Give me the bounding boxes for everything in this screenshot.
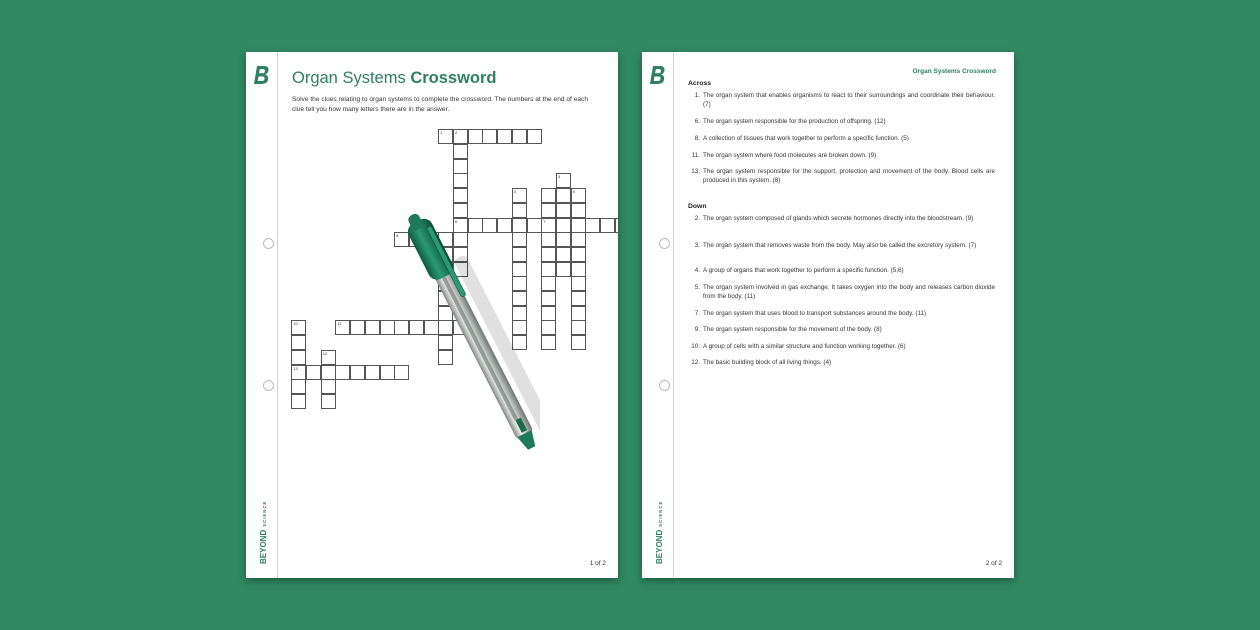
crossword-cell bbox=[556, 232, 571, 247]
clue-number: 10. bbox=[691, 343, 700, 350]
crossword-cell bbox=[497, 129, 512, 144]
crossword-cell bbox=[571, 306, 586, 321]
clue-item bbox=[688, 242, 997, 251]
crossword-cell bbox=[482, 129, 497, 144]
crossword-cell bbox=[453, 129, 468, 144]
clue-number: 9. bbox=[694, 326, 700, 333]
page-header: Organ Systems Crossword bbox=[912, 68, 996, 75]
crossword-cell bbox=[541, 306, 556, 321]
crossword-cell bbox=[571, 232, 586, 247]
clue-text: A group of cells with a similar structure and function working together. (6) bbox=[703, 343, 906, 350]
crossword-cell bbox=[600, 218, 615, 233]
crossword-cell bbox=[571, 203, 586, 218]
punch-hole bbox=[263, 380, 274, 391]
clue-text: The organ system responsible for the production of offspring. (12) bbox=[703, 118, 886, 125]
crossword-cell bbox=[585, 218, 600, 233]
clue-text: The organ system responsible for the support, protection and movement of the body. Blood cells are produced in this system. (8) bbox=[703, 168, 995, 184]
page-number: 1 of 2 bbox=[589, 560, 606, 567]
clue-number: 4 bbox=[513, 189, 517, 195]
punch-hole bbox=[659, 238, 670, 249]
crossword-cell bbox=[541, 276, 556, 291]
clue-text: The basic building block of all living things. (4) bbox=[703, 359, 832, 366]
crossword-cell bbox=[321, 379, 336, 394]
clue-text: The organ system that uses blood to transport substances around the body. (11) bbox=[703, 310, 927, 317]
crossword-cell bbox=[306, 365, 321, 380]
brand-wordmark bbox=[247, 486, 277, 566]
clue-item bbox=[688, 135, 997, 144]
crossword-cell bbox=[527, 129, 542, 144]
clue-number: 11. bbox=[691, 152, 700, 159]
clue-number: 8 bbox=[396, 233, 399, 239]
crossword-cell bbox=[541, 291, 556, 306]
crossword-cell bbox=[321, 365, 336, 380]
crossword-cell bbox=[556, 262, 571, 277]
crossword-cell bbox=[571, 291, 586, 306]
crossword-cell bbox=[365, 365, 380, 380]
crossword-cell bbox=[615, 218, 618, 233]
worksheet-page-2 bbox=[642, 52, 1014, 578]
crossword-cell bbox=[335, 320, 350, 335]
clue-number: 13. bbox=[691, 168, 700, 175]
crossword-cell bbox=[571, 320, 586, 335]
crossword-cell bbox=[321, 394, 336, 409]
punch-hole bbox=[263, 238, 274, 249]
clue-text: The organ system composed of glands which secrete hormones directly into the bloodstream. (9) bbox=[703, 215, 974, 222]
svg-text:BEYONDSCIENCE bbox=[259, 501, 268, 564]
clue-text: A group of organs that work together to perform a specific function. (5,6) bbox=[703, 267, 904, 274]
crossword-cell bbox=[541, 218, 556, 233]
crossword-cell bbox=[541, 232, 556, 247]
clue-item bbox=[688, 267, 997, 276]
clue-item bbox=[688, 168, 997, 186]
clue-number: 1. bbox=[694, 92, 700, 99]
crossword-cell bbox=[335, 365, 350, 380]
clue-text: The organ system where food molecules are broken down. (9) bbox=[703, 152, 877, 159]
clue-number: 2. bbox=[694, 215, 700, 222]
clue-number: 6. bbox=[694, 118, 700, 125]
clue-number: 2 bbox=[455, 130, 458, 136]
clue-text: The organ system that removes waste from the body. May also be called the excretory system. (7) bbox=[703, 242, 977, 249]
crossword-cell bbox=[453, 188, 468, 203]
crossword-cell bbox=[571, 262, 586, 277]
clue-number: 7. bbox=[694, 310, 700, 317]
clue-number: 3. bbox=[694, 242, 700, 249]
clue-item bbox=[688, 118, 997, 127]
clue-number: 5 bbox=[572, 189, 575, 195]
clue-number: 8. bbox=[694, 135, 700, 142]
margin-line bbox=[277, 52, 278, 578]
instructions: Solve the clues relating to organ systems to complete the crossword. The numbers at the end of each clue tell you how many letters there are in the answer. bbox=[292, 96, 589, 113]
title-bold: Crossword bbox=[410, 69, 497, 87]
clue-item bbox=[688, 284, 997, 302]
crossword-cell bbox=[541, 335, 556, 350]
clue-number: 3 bbox=[557, 174, 561, 180]
crossword-cell bbox=[291, 335, 306, 350]
clue-text: The organ system involved in gas exchange. It takes oxygen into the body and releases carbon dioxide from the body. (11) bbox=[703, 284, 995, 300]
clue-number: 4. bbox=[694, 267, 700, 274]
clue-number: 10 bbox=[293, 321, 298, 327]
clue-number: 6 bbox=[455, 218, 458, 224]
page-title bbox=[292, 69, 497, 88]
crossword-cell bbox=[556, 218, 571, 233]
clue-number: 5. bbox=[694, 284, 700, 291]
clue-number: 13 bbox=[293, 365, 298, 371]
punch-hole bbox=[659, 380, 670, 391]
clue-number: 12 bbox=[322, 350, 328, 356]
crossword-cell bbox=[541, 203, 556, 218]
brand-main: BEYOND bbox=[655, 529, 664, 564]
crossword-cell bbox=[571, 188, 586, 203]
clue-text: A collection of tissues that work together to perform a specific function. (5) bbox=[703, 135, 909, 142]
crossword-cell bbox=[453, 144, 468, 159]
clue-item bbox=[688, 343, 997, 352]
crossword-cell bbox=[541, 320, 556, 335]
clue-text: The organ system that enables organisms to react to their surroundings and coordinate their behaviour. (7) bbox=[703, 92, 995, 108]
clue-item bbox=[688, 310, 997, 319]
crossword-cell bbox=[321, 350, 336, 365]
clue-item bbox=[688, 215, 997, 224]
clue-item bbox=[688, 326, 997, 335]
crossword-cell bbox=[291, 320, 306, 335]
crossword-cell bbox=[291, 394, 306, 409]
crossword-cell bbox=[453, 159, 468, 174]
crossword-cell bbox=[541, 188, 556, 203]
crossword-cell bbox=[541, 262, 556, 277]
crossword-cell bbox=[556, 203, 571, 218]
crossword-cell bbox=[291, 365, 306, 380]
crossword-cell bbox=[291, 379, 306, 394]
pen-illustration bbox=[380, 212, 540, 492]
crossword-cell bbox=[365, 320, 380, 335]
clue-text: The organ system responsible for the movement of the body. (8) bbox=[703, 326, 882, 333]
crossword-cell bbox=[350, 365, 365, 380]
title-regular: Organ Systems bbox=[292, 69, 406, 87]
crossword-cell bbox=[438, 129, 453, 144]
clue-item bbox=[688, 152, 997, 161]
beyond-logo-icon bbox=[253, 65, 271, 85]
crossword-cell bbox=[541, 247, 556, 262]
crossword-cell bbox=[571, 335, 586, 350]
svg-text:BEYONDSCIENCE bbox=[655, 501, 664, 564]
margin-line bbox=[673, 52, 674, 578]
crossword-cell bbox=[556, 247, 571, 262]
crossword-cell bbox=[468, 129, 483, 144]
brand-sub: SCIENCE bbox=[262, 500, 267, 527]
crossword-cell bbox=[556, 188, 571, 203]
crossword-cell bbox=[556, 173, 571, 188]
clue-number: 1 bbox=[440, 130, 443, 136]
crossword-cell bbox=[512, 188, 527, 203]
across-heading: Across bbox=[688, 80, 712, 87]
down-heading: Down bbox=[688, 203, 707, 210]
clue-item bbox=[688, 92, 997, 110]
page-number: 2 of 2 bbox=[985, 560, 1002, 567]
clue-number: 7 bbox=[543, 218, 546, 224]
crossword-cell bbox=[571, 247, 586, 262]
beyond-logo-icon bbox=[649, 65, 667, 85]
crossword-cell bbox=[453, 173, 468, 188]
brand-sub: SCIENCE bbox=[658, 500, 663, 527]
crossword-cell bbox=[512, 129, 527, 144]
clue-number: 12. bbox=[691, 359, 700, 366]
crossword-cell bbox=[350, 320, 365, 335]
clue-number: 11 bbox=[337, 321, 342, 327]
brand-main: BEYOND bbox=[259, 529, 268, 564]
crossword-cell bbox=[571, 276, 586, 291]
clue-item bbox=[688, 359, 997, 368]
brand-wordmark bbox=[643, 486, 673, 566]
crossword-cell bbox=[571, 218, 586, 233]
crossword-cell bbox=[291, 350, 306, 365]
